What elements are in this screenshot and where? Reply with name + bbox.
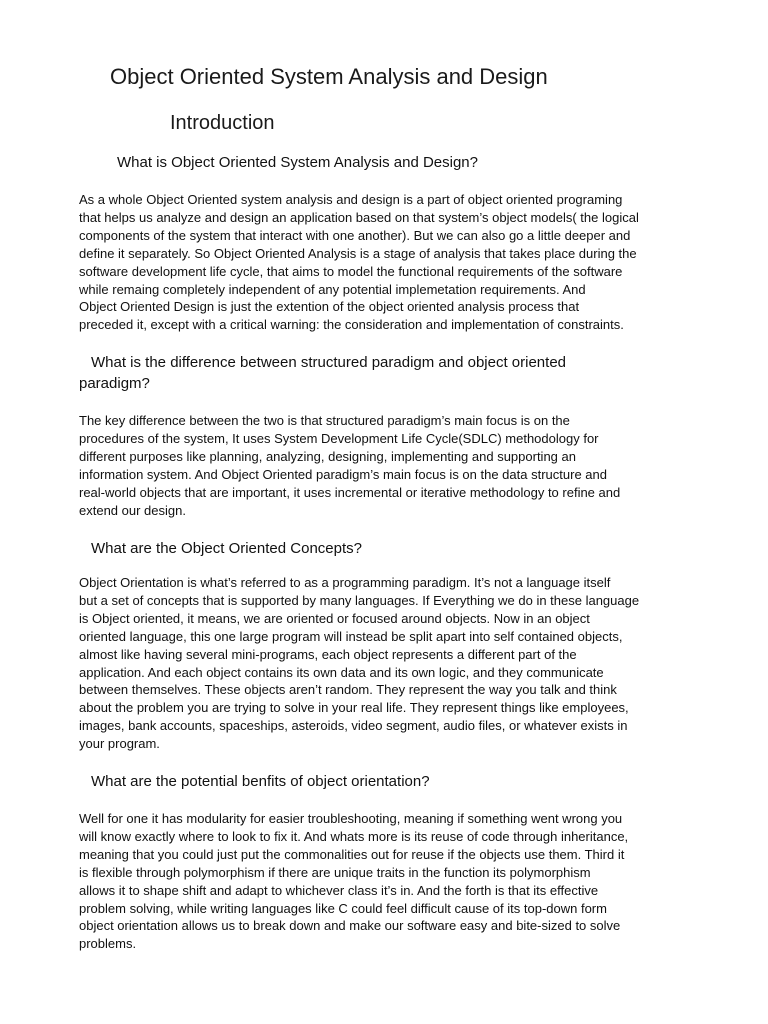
paragraph-line: object orientation allows us to break down and make our software easy and bite-sized to solve bbox=[79, 918, 621, 934]
paragraph-line: about the problem you are trying to solve in your real life. They represent things like employees, bbox=[79, 700, 629, 716]
paragraph-line: Well for one it has modularity for easier troubleshooting, meaning if something went wrong you bbox=[79, 811, 623, 826]
paragraph-line: is flexible through polymorphism if there are unique traits in the function its polymorphism bbox=[79, 864, 591, 880]
paragraph-line: oriented language, this one large program will instead be split apart into self contained objects, bbox=[79, 628, 623, 644]
section-heading: What are the Object Oriented Concepts? bbox=[91, 540, 362, 557]
paragraph-line: procedures of the system, It uses System Development Life Cycle(SDLC) methodology for bbox=[79, 430, 599, 446]
paragraph-line: As a whole Object Oriented system analysis and design is a part of object oriented programing bbox=[79, 192, 623, 207]
paragraph-line: define it separately. So Object Oriented Analysis is a stage of analysis that takes place during the bbox=[79, 245, 637, 261]
paragraph-line: information system. And Object Oriented paradigm’s main focus is on the data structure and bbox=[79, 466, 607, 482]
paragraph-line: software development life cycle, that aims to model the functional requirements of the software bbox=[79, 263, 623, 279]
paragraph-line: Object Oriented Design is just the extention of the object oriented analysis process that bbox=[79, 299, 580, 315]
paragraph-line: problems. bbox=[79, 936, 137, 952]
paragraph-line: images, bank accounts, spaceships, asteroids, video segment, audio files, or whatever exists in bbox=[79, 718, 628, 734]
heading-line: What is the difference between structured paradigm and object oriented bbox=[91, 354, 567, 371]
paragraph-line: Object Orientation is what’s referred to as a programming paradigm. It’s not a language itself bbox=[79, 575, 611, 590]
paragraph-line: meaning that you could just put the commonalities out for reuse if the objects use them. Third it bbox=[79, 846, 625, 862]
section-paradigm-difference bbox=[79, 352, 691, 519]
section-paragraph bbox=[79, 191, 691, 334]
heading-line: paradigm? bbox=[79, 375, 150, 392]
section-paragraph bbox=[79, 574, 691, 753]
paragraph-line: that helps us analyze and design an application based on that system’s object models( the logical bbox=[79, 209, 639, 225]
section-oo-benefits bbox=[79, 771, 691, 953]
section-heading-continuation bbox=[79, 373, 691, 394]
paragraph-line: while remaing completely independent of any potential implemetation requirements. And bbox=[79, 281, 586, 297]
document-title: Object Oriented System Analysis and Design bbox=[110, 64, 548, 89]
section-paragraph bbox=[79, 810, 691, 953]
section-heading: What are the potential benfits of object orientation? bbox=[91, 773, 430, 790]
paragraph-line: The key difference between the two is that structured paradigm’s main focus is on the bbox=[79, 413, 570, 428]
paragraph-line: is Object oriented, it means, we are oriented or focused around objects. Now in an object bbox=[79, 610, 590, 626]
paragraph-line: real-world objects that are important, it uses incremental or iterative methodology to refine and bbox=[79, 484, 621, 500]
paragraph-line: application. And each object contains its own data and its own logic, and they communicate bbox=[79, 664, 604, 680]
section-what-is-oosad bbox=[79, 152, 691, 334]
paragraph-line: between themselves. These objects aren’t random. They represent the way you talk and think bbox=[79, 682, 617, 698]
paragraph-line: almost like having several mini-programs, each object represents a different part of the bbox=[79, 646, 577, 662]
section-heading: What is Object Oriented System Analysis and Design? bbox=[117, 154, 478, 171]
document-subtitle: Introduction bbox=[170, 112, 275, 134]
paragraph-line: will know exactly where to look to fix it. And whats more is its reuse of code through inheritance, bbox=[79, 828, 629, 844]
paragraph-line: allows it to shape shift and adapt to whichever class it’s in. And the forth is that its effective bbox=[79, 882, 599, 898]
section-oo-concepts bbox=[79, 538, 691, 753]
paragraph-line: components of the system that interact with one another). But we can also go a little deeper and bbox=[79, 227, 631, 243]
paragraph-line: preceded it, except with a critical warning: the consideration and implementation of constraints. bbox=[79, 317, 624, 333]
paragraph-line: different purposes like planning, analyzing, designing, implementing and supporting an bbox=[79, 448, 576, 464]
paragraph-line: your program. bbox=[79, 736, 160, 752]
paragraph-line: extend our design. bbox=[79, 502, 186, 518]
paragraph-line: but a set of concepts that is supported by many languages. If Everything we do in these language bbox=[79, 592, 640, 608]
paragraph-line: problem solving, while writing languages like C could feel difficult cause of its top-down form bbox=[79, 900, 607, 916]
section-heading bbox=[79, 352, 691, 373]
section-paragraph bbox=[79, 412, 691, 519]
